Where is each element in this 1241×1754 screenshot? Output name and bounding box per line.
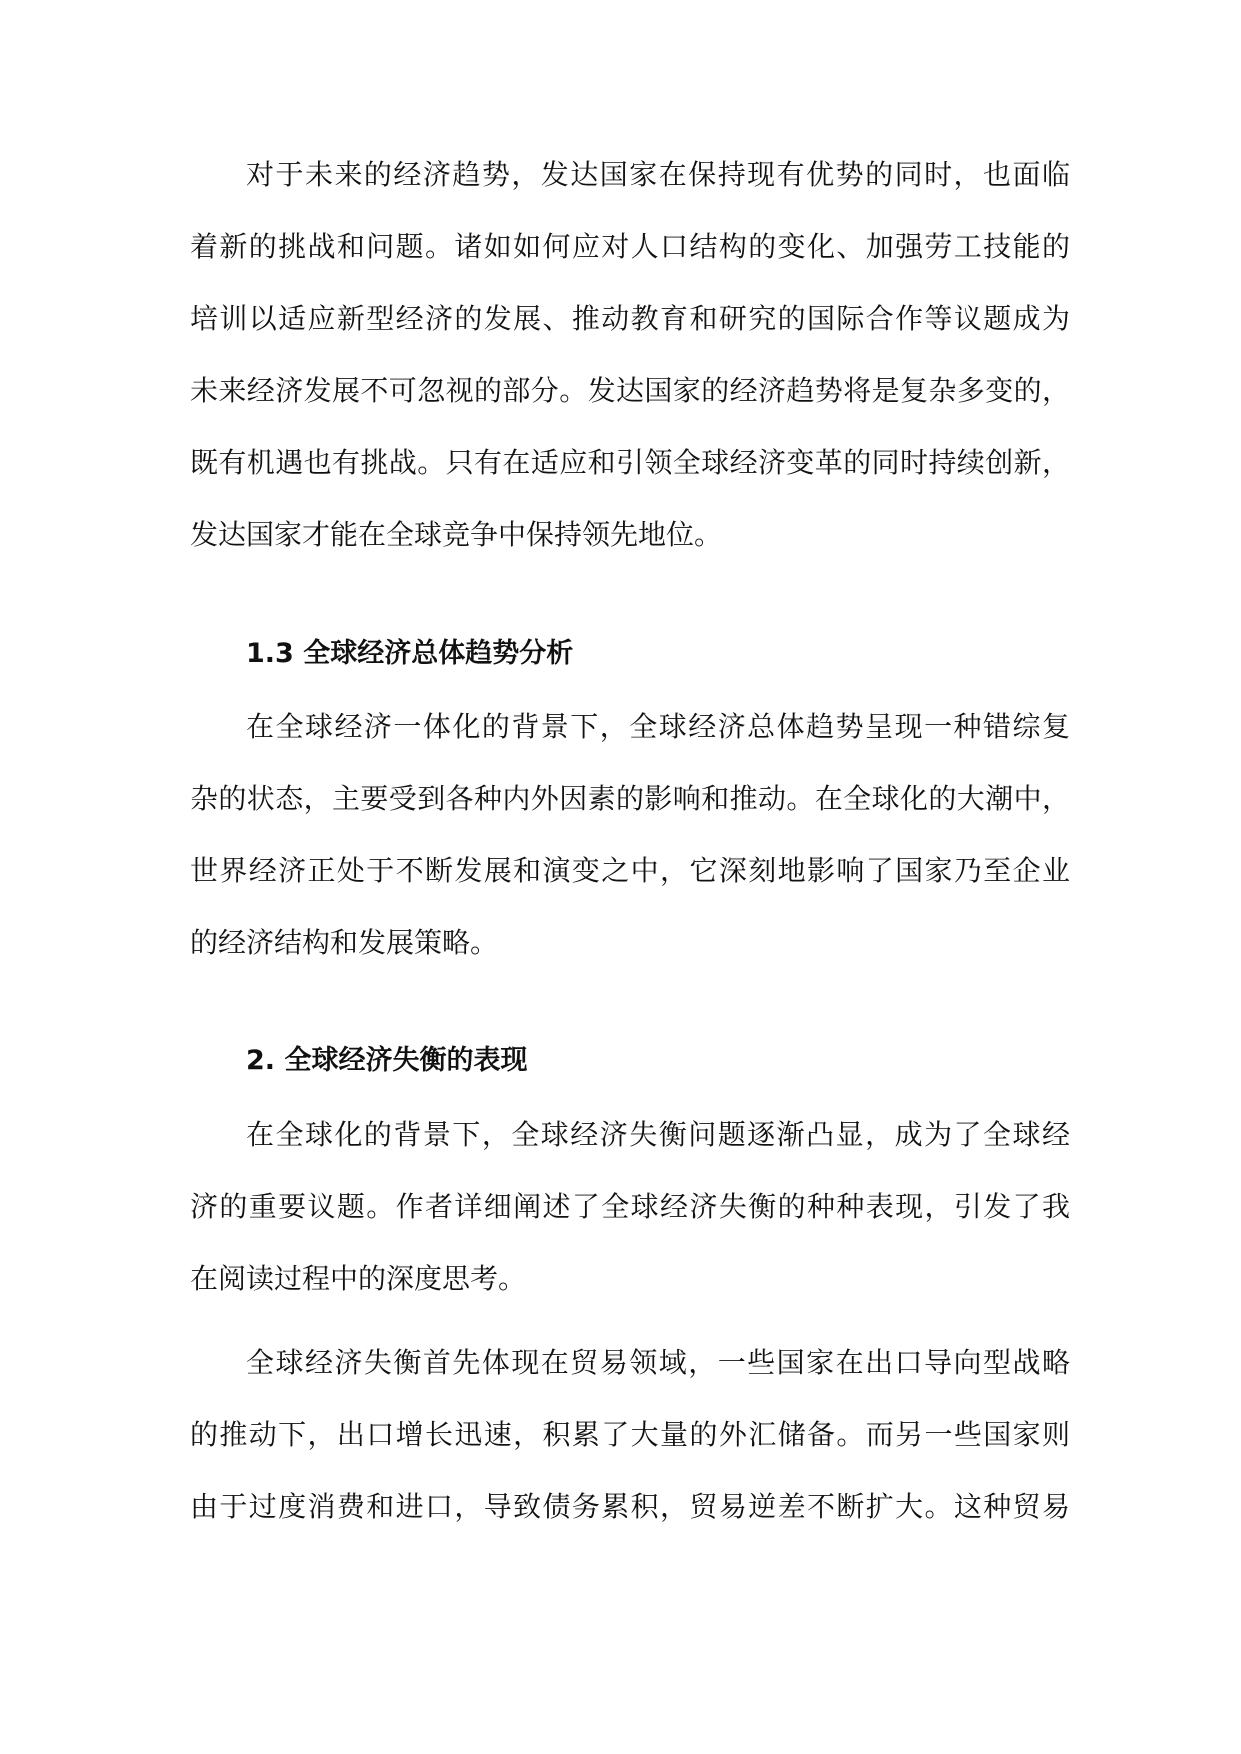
paragraph-line: 全球经济失衡首先体现在贸易领域，一些国家在出口导向型战略 [246, 1346, 1070, 1379]
paragraph-line: 由于过度消费和进口，导致债务累积，贸易逆差不断扩大。这种贸易 [190, 1490, 1070, 1523]
paragraph-line: 世界经济正处于不断发展和演变之中，它深刻地影响了国家乃至企业 [190, 854, 1070, 887]
paragraph-line: 的经济结构和发展策略。 [190, 926, 499, 959]
paragraph-line: 发达国家才能在全球竞争中保持领先地位。 [190, 518, 723, 551]
paragraph-line: 济的重要议题。作者详细阐述了全球经济失衡的种种表现，引发了我 [190, 1190, 1070, 1223]
paragraph-line: 在全球经济一体化的背景下，全球经济总体趋势呈现一种错综复 [246, 710, 1070, 743]
paragraph-line: 杂的状态，主要受到各种内外因素的影响和推动。在全球化的大潮中， [190, 782, 1070, 815]
section-heading: 1.3 全球经济总体趋势分析 [246, 638, 574, 669]
paragraph-line: 在阅读过程中的深度思考。 [190, 1262, 527, 1295]
paragraph-line: 在全球化的背景下，全球经济失衡问题逐渐凸显，成为了全球经 [246, 1118, 1070, 1151]
section-heading: 2. 全球经济失衡的表现 [246, 1045, 528, 1076]
paragraph-line: 培训以适应新型经济的发展、推动教育和研究的国际合作等议题成为 [190, 302, 1070, 335]
paragraph-line: 既有机遇也有挑战。只有在适应和引领全球经济变革的同时持续创新， [190, 446, 1070, 479]
paragraph-line: 未来经济发展不可忽视的部分。发达国家的经济趋势将是复杂多变的， [190, 374, 1070, 407]
paragraph-line: 着新的挑战和问题。诸如如何应对人口结构的变化、加强劳工技能的 [190, 230, 1070, 263]
paragraph-line: 对于未来的经济趋势，发达国家在保持现有优势的同时，也面临 [246, 158, 1070, 191]
paragraph-line: 的推动下，出口增长迅速，积累了大量的外汇储备。而另一些国家则 [190, 1418, 1070, 1451]
